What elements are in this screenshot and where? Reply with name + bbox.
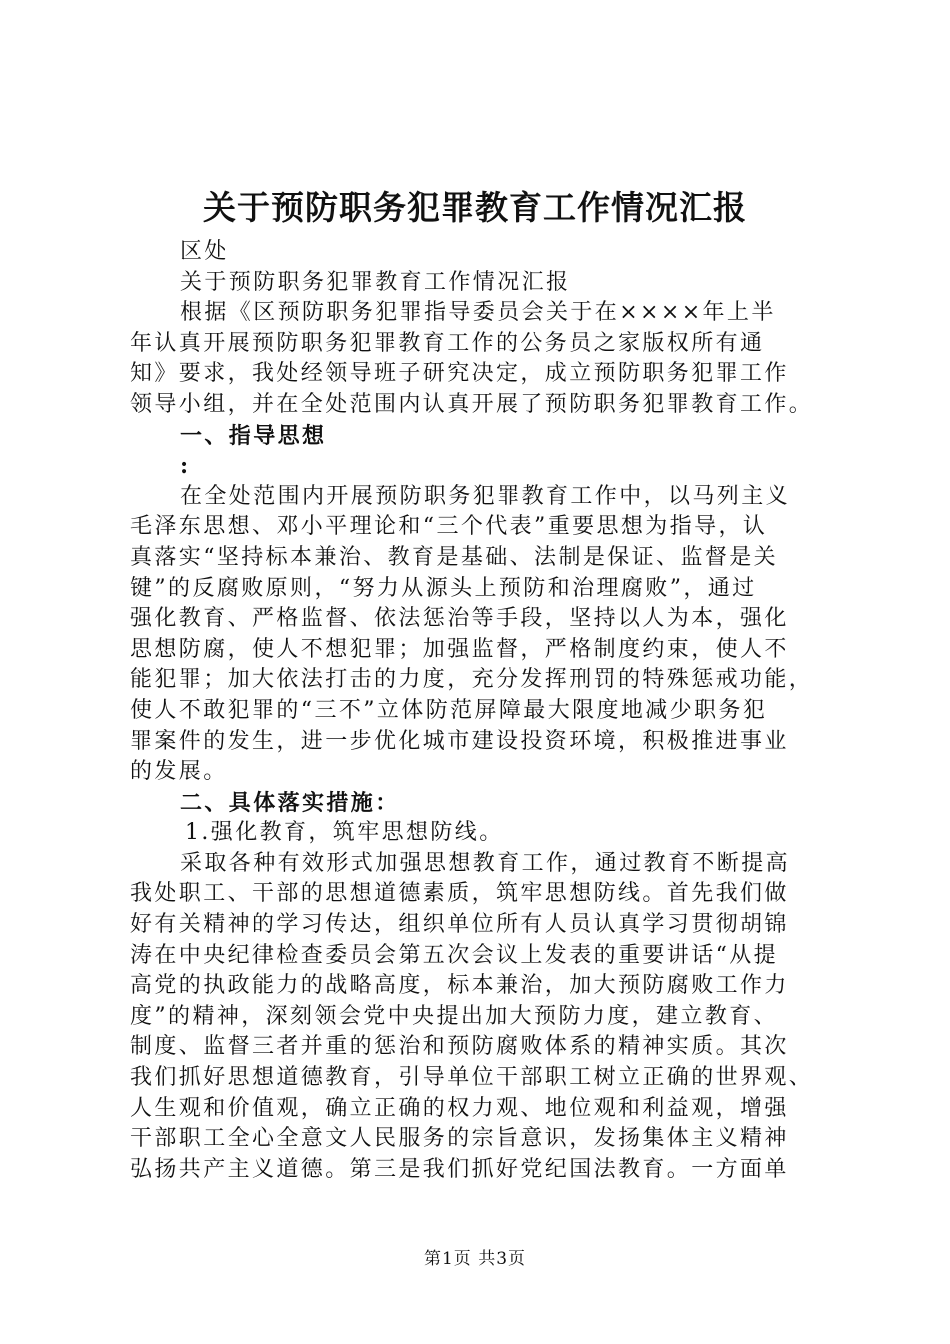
body-line: 制度、监督三者并重的惩治和预防腐败体系的精神实质。其次 xyxy=(130,1034,789,1060)
body-line: 好有关精神的学习传达，组织单位所有人员认真学习贯彻胡锦 xyxy=(130,912,789,938)
body-line: 区处 xyxy=(180,239,229,264)
body-line: 强化教育、严格监督、依法惩治等手段，坚持以人为本，强化 xyxy=(130,606,789,632)
body-line: 根据《区预防职务犯罪指导委员会关于在××××年上半 xyxy=(180,300,776,326)
body-line: 度”的精神，深刻领会党中央提出加大预防力度，建立教育、 xyxy=(130,1003,779,1029)
body-line: 知》要求，我处经领导班子研究决定，成立预防职务犯罪工作 xyxy=(130,361,789,387)
body-line: 我处职工、干部的思想道德素质，筑牢思想防线。首先我们做 xyxy=(130,881,789,907)
body-line: 在全处范围内开展预防职务犯罪教育工作中，以马列主义 xyxy=(180,483,791,509)
body-line: 的发展。 xyxy=(130,759,228,785)
body-line: 领导小组，并在全处范围内认真开展了预防职务犯罪教育工作。 xyxy=(130,391,814,417)
body-line: 干部职工全心全意文人民服务的宗旨意识，发扬集体主义精神 xyxy=(130,1126,789,1152)
body-line: 思想防腐，使人不想犯罪；加强监督，严格制度约束，使人不 xyxy=(130,636,789,662)
body-line: 我们抓好思想道德教育，引导单位干部职工树立正确的世界观、 xyxy=(130,1065,814,1091)
section-heading: 一、指导思想 xyxy=(180,422,327,449)
body-line: 采取各种有效形式加强思想教育工作，通过教育不断提高 xyxy=(180,850,791,876)
body-line: 毛泽东思想、邓小平理论和“三个代表”重要思想为指导，认 xyxy=(130,514,768,540)
page-footer: 第1页 共3页 xyxy=(423,1249,527,1269)
body-line: 键”的反腐败原则，“努力从源头上预防和治理腐败”，通过 xyxy=(130,575,757,601)
body-line: 1.强化教育，筑牢思想防线。 xyxy=(185,820,504,846)
body-line: 涛在中央纪律检查委员会第五次会议上发表的重要讲话“从提 xyxy=(130,942,779,968)
body-line: 高党的执政能力的战略高度，标本兼治，加大预防腐败工作力 xyxy=(130,973,789,999)
body-line: 真落实“坚持标本兼治、教育是基础、法制是保证、监督是关 xyxy=(130,544,779,570)
body-line: 使人不敢犯罪的“三不”立体防范屏障最大限度地减少职务犯 xyxy=(130,697,768,723)
body-line: : xyxy=(180,453,191,480)
body-line: 弘扬共产主义道德。第三是我们抓好党纪国法教育。一方面单 xyxy=(130,1156,789,1182)
body-line: 年认真开展预防职务犯罪教育工作的公务员之家版权所有通 xyxy=(130,330,765,356)
document-body xyxy=(130,237,830,1185)
body-line: 罪案件的发生，进一步优化城市建设投资环境，积极推进事业 xyxy=(130,728,789,754)
section-heading: 二、具体落实措施： xyxy=(180,789,400,816)
document-title: 关于预防职务犯罪教育工作情况汇报 xyxy=(203,188,747,227)
body-line: 人生观和价值观，确立正确的权力观、地位观和利益观，增强 xyxy=(130,1095,789,1121)
body-line: 能犯罪；加大依法打击的力度，充分发挥刑罚的特殊惩戒功能， xyxy=(130,667,814,693)
body-line: 关于预防职务犯罪教育工作情况汇报 xyxy=(180,269,571,295)
